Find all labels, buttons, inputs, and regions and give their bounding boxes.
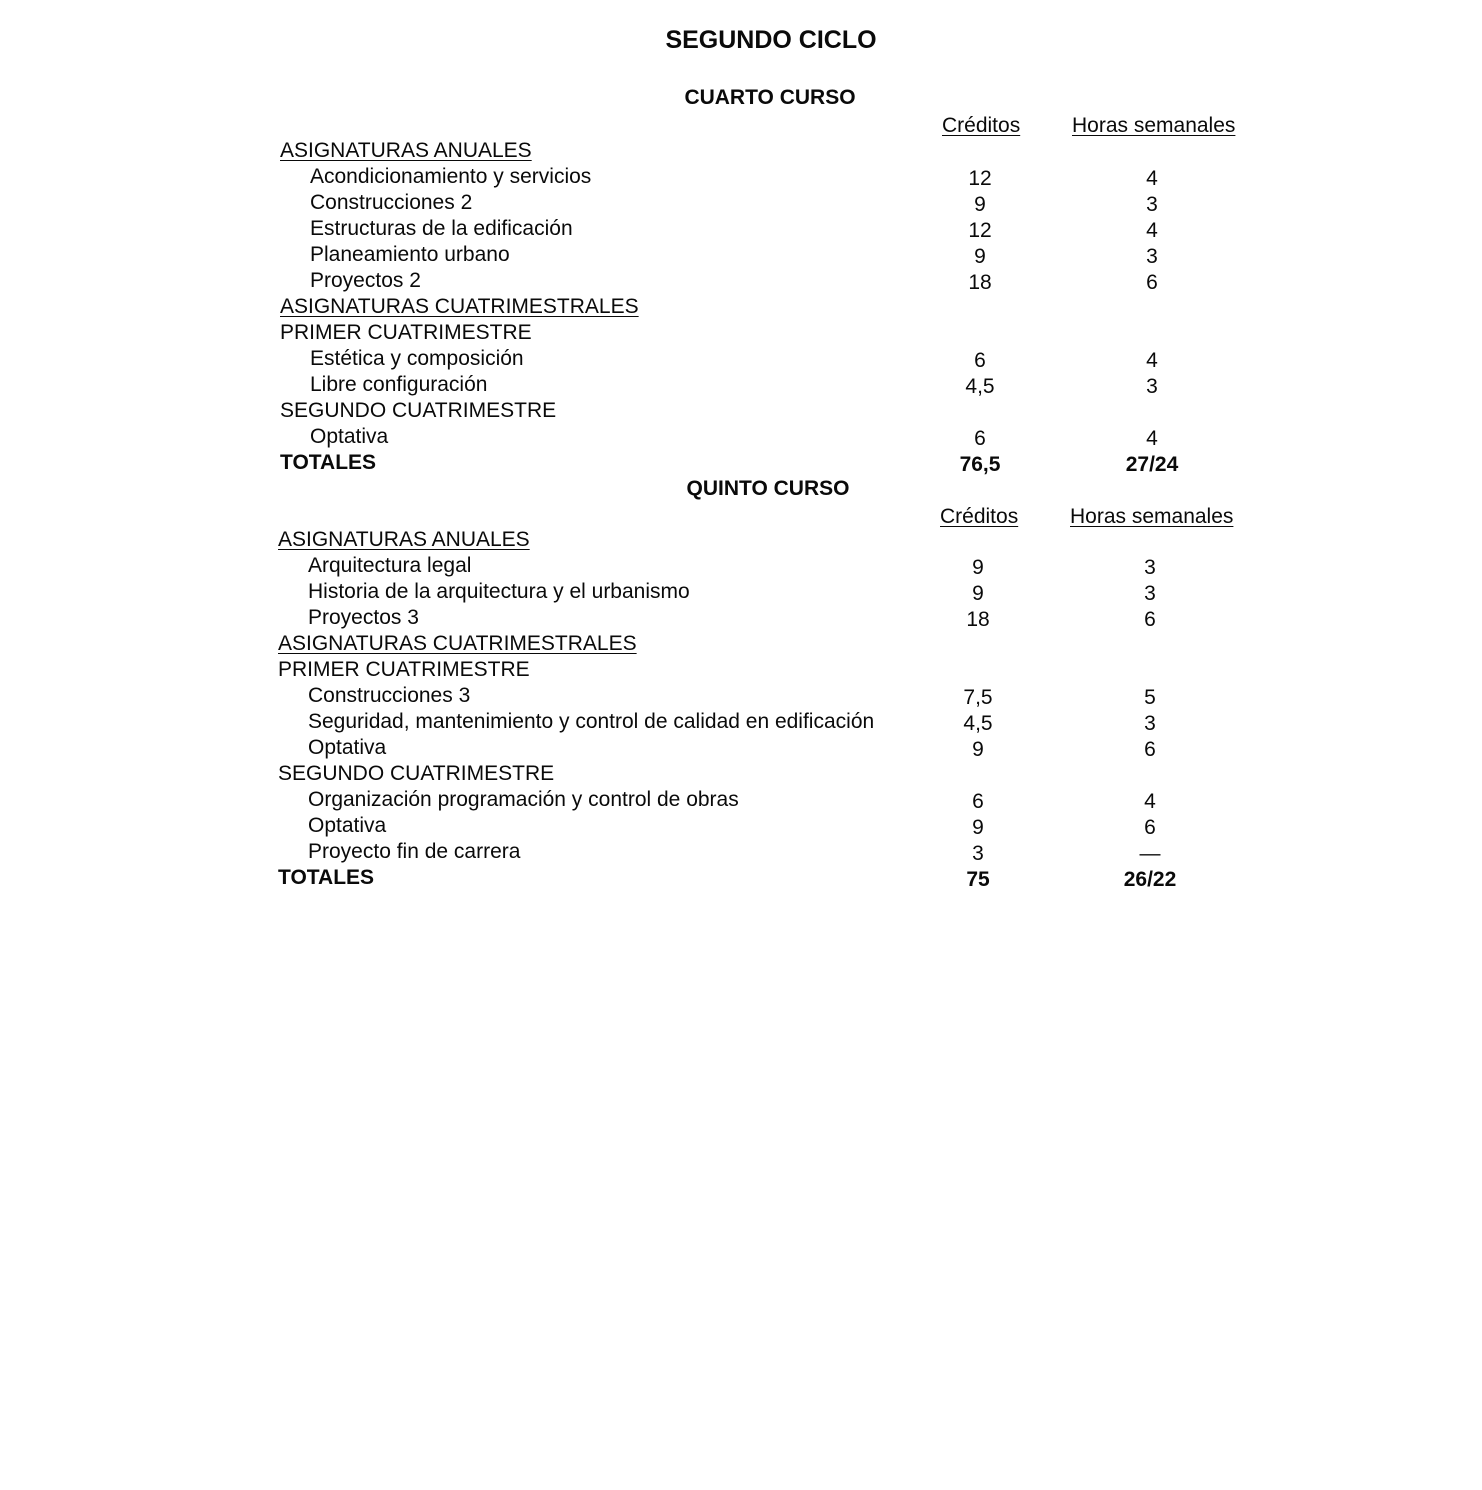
term-heading	[278, 761, 1278, 787]
credits-column-header: Créditos	[940, 505, 1019, 528]
row-label: ASIGNATURAS ANUALES	[278, 528, 530, 551]
subject-row	[280, 164, 1280, 190]
subject-row	[280, 190, 1280, 216]
group-heading	[278, 527, 1278, 553]
row-label: ASIGNATURAS ANUALES	[280, 139, 532, 162]
credits-value: 9	[974, 193, 986, 216]
credits-value: 9	[972, 738, 984, 761]
hours-value: 6	[1144, 738, 1156, 761]
row-label: Historia de la arquitectura y el urbanismo	[308, 580, 690, 603]
row-label: Construcciones 2	[310, 191, 473, 214]
hours-column-header: Horas semanales	[1072, 114, 1236, 137]
row-label: Proyecto fin de carrera	[308, 840, 521, 863]
row-label: PRIMER CUATRIMESTRE	[278, 658, 530, 681]
hours-value: 3	[1146, 193, 1158, 216]
credits-value: 9	[972, 556, 984, 579]
row-label: Proyectos 2	[310, 269, 421, 292]
credits-value: 75	[966, 868, 990, 891]
row-label: SEGUNDO CUATRIMESTRE	[278, 762, 555, 785]
group-heading	[280, 294, 1280, 320]
row-label: Acondicionamiento y servicios	[310, 165, 592, 188]
group-heading	[280, 138, 1280, 164]
row-label: Estética y composición	[310, 347, 524, 370]
hours-column-header: Horas semanales	[1070, 505, 1234, 528]
subject-row	[280, 242, 1280, 268]
credits-value: 9	[972, 816, 984, 839]
subject-row	[278, 683, 1278, 709]
credits-value: 6	[974, 427, 986, 450]
row-label: ASIGNATURAS CUATRIMESTRALES	[278, 632, 637, 655]
subject-row	[280, 216, 1280, 242]
subject-row	[280, 424, 1280, 450]
credits-value: 12	[968, 219, 992, 242]
totals-row	[280, 450, 1280, 476]
credits-value: 4,5	[963, 712, 993, 735]
subject-row	[280, 268, 1280, 294]
row-label: TOTALES	[280, 451, 377, 474]
course-title: CUARTO CURSO	[684, 86, 856, 109]
hours-value: 6	[1144, 816, 1156, 839]
subject-row	[278, 605, 1278, 631]
row-label: Optativa	[308, 814, 387, 837]
row-label: TOTALES	[278, 866, 375, 889]
course-title: QUINTO CURSO	[686, 477, 850, 500]
hours-value: 4	[1144, 790, 1156, 813]
hours-value: 3	[1146, 375, 1158, 398]
hours-value: 6	[1144, 608, 1156, 631]
totals-row	[278, 865, 1278, 891]
subject-row	[280, 346, 1280, 372]
hours-value: 5	[1144, 686, 1156, 709]
row-label: SEGUNDO CUATRIMESTRE	[280, 399, 557, 422]
credits-column-header: Créditos	[942, 114, 1021, 137]
credits-value: 18	[966, 608, 990, 631]
hours-value: —	[1139, 842, 1161, 865]
hours-value: 26/22	[1123, 868, 1177, 891]
row-label: Seguridad, mantenimiento y control de calidad en edificación	[308, 710, 875, 733]
hours-value: 6	[1146, 271, 1158, 294]
hours-value: 27/24	[1125, 453, 1179, 476]
term-heading	[280, 398, 1280, 424]
hours-value: 4	[1146, 167, 1158, 190]
row-label: ASIGNATURAS CUATRIMESTRALES	[280, 295, 639, 318]
hours-value: 3	[1144, 712, 1156, 735]
term-heading	[278, 657, 1278, 683]
credits-value: 76,5	[959, 453, 1001, 476]
credits-value: 12	[968, 167, 992, 190]
row-label: Organización programación y control de obras	[308, 788, 739, 811]
row-label: Optativa	[310, 425, 389, 448]
credits-value: 9	[972, 582, 984, 605]
subject-row	[280, 372, 1280, 398]
course-rows	[278, 527, 1278, 891]
hours-value: 4	[1146, 427, 1158, 450]
row-label: Arquitectura legal	[308, 554, 472, 577]
row-label: PRIMER CUATRIMESTRE	[280, 321, 532, 344]
row-label: Construcciones 3	[308, 684, 471, 707]
credits-value: 18	[968, 271, 992, 294]
hours-value: 3	[1144, 556, 1156, 579]
term-heading	[280, 320, 1280, 346]
subject-row	[278, 579, 1278, 605]
credits-value: 9	[974, 245, 986, 268]
subject-row	[278, 839, 1278, 865]
credits-value: 4,5	[965, 375, 995, 398]
course-rows	[280, 138, 1280, 476]
row-label: Estructuras de la edificación	[310, 217, 573, 240]
credits-value: 6	[974, 349, 986, 372]
subject-row	[278, 553, 1278, 579]
row-label: Libre configuración	[310, 373, 488, 396]
hours-value: 3	[1144, 582, 1156, 605]
row-label: Planeamiento urbano	[310, 243, 510, 266]
hours-value: 4	[1146, 219, 1158, 242]
credits-value: 6	[972, 790, 984, 813]
credits-value: 3	[972, 842, 984, 865]
page-title: SEGUNDO CICLO	[665, 26, 877, 54]
subject-row	[278, 787, 1278, 813]
subject-row	[278, 735, 1278, 761]
hours-value: 3	[1146, 245, 1158, 268]
row-label: Optativa	[308, 736, 387, 759]
credits-value: 7,5	[963, 686, 993, 709]
row-label: Proyectos 3	[308, 606, 419, 629]
hours-value: 4	[1146, 349, 1158, 372]
group-heading	[278, 631, 1278, 657]
subject-row	[278, 813, 1278, 839]
subject-row	[278, 709, 1278, 735]
